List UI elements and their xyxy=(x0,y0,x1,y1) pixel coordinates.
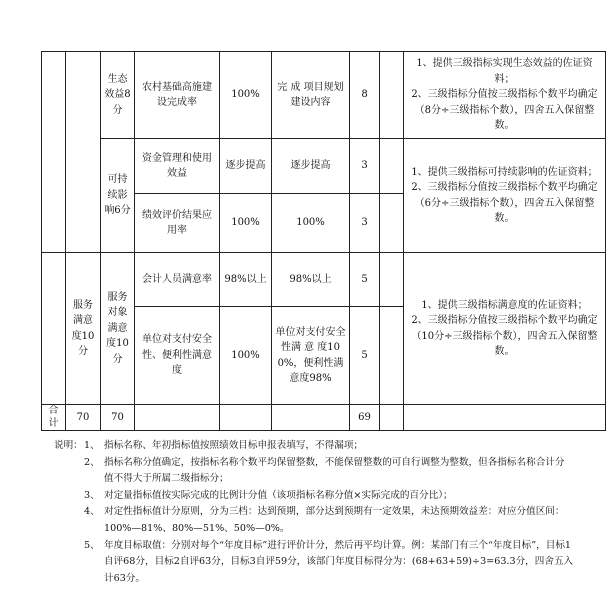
note-item xyxy=(54,438,574,455)
blank-cell xyxy=(380,307,404,405)
note-item xyxy=(54,488,574,505)
indicator-name: 农村基础高施建设完成率 xyxy=(135,52,220,139)
note-item xyxy=(54,455,574,488)
level1-indicator: 服务满意度10分 xyxy=(66,253,101,405)
actual-completion: 100% xyxy=(272,194,350,253)
explanation-notes xyxy=(54,438,574,587)
notes-line: 1、提供三级指标可持续影响的佐证资料； xyxy=(411,166,598,178)
annual-target: 98%以上 xyxy=(220,253,272,307)
annual-target: 100% xyxy=(220,52,272,139)
total-level1: 70 xyxy=(66,405,101,431)
indicator-name: 单位对支付安全性、便利性满意度 xyxy=(135,307,220,405)
blank-cell xyxy=(42,52,66,253)
level2-indicator: 服务对象满意度10分 xyxy=(101,253,135,405)
actual-completion: 98%以上 xyxy=(272,253,350,307)
indicator-name: 绩效评价结果应用率 xyxy=(135,194,220,253)
annual-target: 100% xyxy=(220,307,272,405)
score-value: 5 xyxy=(350,253,380,307)
note-number: 5、 xyxy=(84,539,100,551)
score-value: 5 xyxy=(350,307,380,405)
note-text: 指标名称分值确定，按指标名称个数平均保留整数，不能保留整数的可自行调整为整数，但各指标名称合计分值不得大于所属二级指标分； xyxy=(104,456,565,485)
note-text: 年度目标取值：分别对每个“年度目标”进行评价计分，然后再平均计算。例：某部门有三个“年度目标”，目标1自评68分，目标2自评63分，目标3自评59分，该部门年度目标得分为：(68+63+59)÷3=63.3分，四舍五入计63分。 xyxy=(104,539,574,584)
blank-cell xyxy=(220,405,272,431)
blank-cell xyxy=(380,405,404,431)
blank-cell xyxy=(380,139,404,194)
blank-cell xyxy=(404,405,606,431)
note-number: 3、 xyxy=(84,489,100,501)
table-row xyxy=(42,253,606,307)
notes-line: 2、三级指标分值按三级指标个数平均确定（8分÷三级指标个数），四舍五入保留整数。 xyxy=(411,89,598,132)
notes-line: 1、提供三级指标实现生态效益的佐证资料； xyxy=(416,58,593,85)
total-label: 合计 xyxy=(42,405,66,431)
note-item xyxy=(54,538,574,588)
blank-cell xyxy=(42,253,66,405)
notes-cell xyxy=(404,52,606,139)
actual-completion: 完 成 项目规划建设内容 xyxy=(272,52,350,139)
actual-completion: 单位对支付安全性满 意 度100%，便利性满意度98% xyxy=(272,307,350,405)
score-value: 3 xyxy=(350,139,380,194)
blank-cell xyxy=(380,52,404,139)
level2-indicator: 生态效益8分 xyxy=(101,52,135,139)
notes-line: 1、提供三级指标满意度的佐证资料； xyxy=(421,299,588,311)
indicator-name: 会计人员满意率 xyxy=(135,253,220,307)
indicator-name: 资金管理和使用效益 xyxy=(135,139,220,194)
blank-cell xyxy=(380,194,404,253)
note-item xyxy=(54,504,574,537)
annual-target: 100% xyxy=(220,194,272,253)
notes-lead: 说明： xyxy=(54,440,83,451)
notes-cell xyxy=(404,253,606,405)
note-number: 1、 xyxy=(84,440,100,451)
actual-completion: 逐步提高 xyxy=(272,139,350,194)
total-row xyxy=(42,405,606,431)
note-text: 指标名称、年初指标值按照绩效目标申报表填写，不得漏项； xyxy=(104,440,364,451)
note-text: 对定量指标值按实际完成的比例计分值（该项指标名称分值×实际完成的百分比）； xyxy=(104,489,453,501)
table-row xyxy=(42,52,606,139)
blank-cell xyxy=(272,405,350,431)
blank-cell xyxy=(380,253,404,307)
note-text: 对定性指标值计分原则，分为三档：达到预期，部分达到预期有一定效果，未达预期效益差：对应分值区间：100%—81%、80%—51%、50%—0%。 xyxy=(104,506,565,534)
annual-target: 逐步提高 xyxy=(220,139,272,194)
evaluation-table xyxy=(41,51,606,431)
table-row xyxy=(42,139,606,194)
note-number: 4、 xyxy=(84,506,100,518)
blank-cell xyxy=(135,405,220,431)
level2-indicator: 可持续影响6分 xyxy=(101,139,135,253)
total-score: 69 xyxy=(350,405,380,431)
blank-cell xyxy=(66,52,101,253)
note-number: 2、 xyxy=(84,456,100,468)
notes-line: 2、三级指标分值按三级指标个数平均确定（6分÷三级指标个数），四舍五入保留整数。 xyxy=(411,182,598,224)
total-level2: 70 xyxy=(101,405,135,431)
notes-cell xyxy=(404,139,606,253)
notes-line: 2、三级指标分值按三级指标个数平均确定（10分÷三级指标个数），四舍五入保留整数。 xyxy=(411,315,598,357)
score-value: 8 xyxy=(350,52,380,139)
score-value: 3 xyxy=(350,194,380,253)
